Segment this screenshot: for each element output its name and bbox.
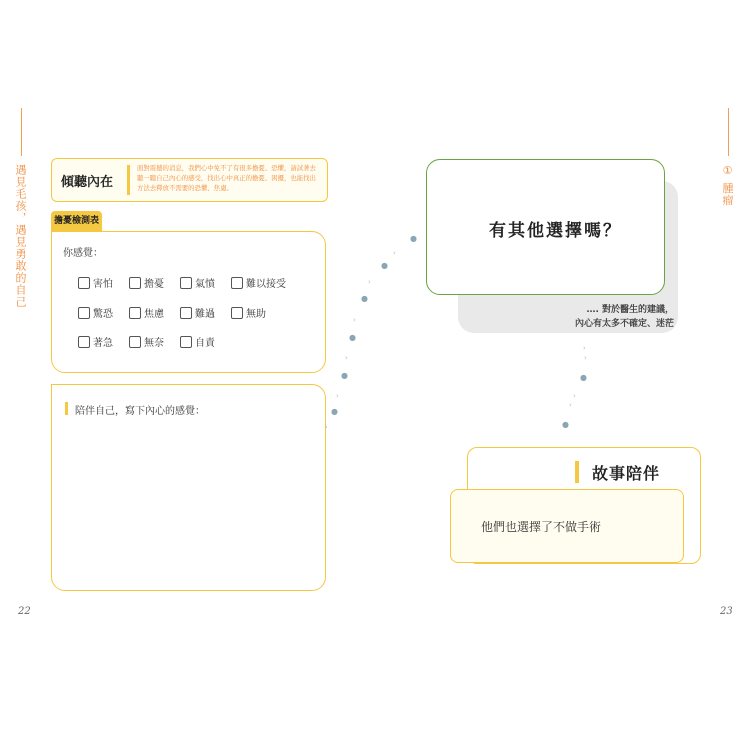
listening-divider xyxy=(127,165,130,195)
story-marker xyxy=(575,461,579,483)
checkbox-label: 焦慮 xyxy=(144,309,164,320)
chevron-icon: › xyxy=(325,423,328,431)
checkbox-option[interactable] xyxy=(231,305,266,320)
checkbox-icon[interactable] xyxy=(129,307,141,319)
question-note xyxy=(458,303,674,331)
writing-card[interactable] xyxy=(51,384,326,591)
chevron-icon: › xyxy=(336,392,339,400)
paw-print-icon: ● xyxy=(410,234,417,243)
chevron-icon: › xyxy=(345,354,348,362)
checkbox-label: 無助 xyxy=(246,309,266,320)
story-content-box xyxy=(450,489,684,563)
listening-title: 傾聽內在 xyxy=(61,175,114,190)
chevron-icon: › xyxy=(368,278,371,286)
chevron-icon: › xyxy=(569,401,572,409)
listening-box xyxy=(51,158,328,202)
checkbox-icon[interactable] xyxy=(129,277,141,289)
chevron-icon: › xyxy=(353,316,356,324)
story-text: 他們也選擇了不做手術 xyxy=(481,520,602,534)
left-margin-line xyxy=(21,108,22,156)
checkbox-label: 難以接受 xyxy=(246,279,286,290)
chevron-icon: › xyxy=(584,354,587,362)
checkbox-option[interactable] xyxy=(129,275,164,290)
left-running-head: 遇見毛孩，遇見勇敢的自己 xyxy=(14,164,27,308)
checkbox-icon[interactable] xyxy=(180,277,192,289)
paw-print-icon: ● xyxy=(562,420,569,429)
listening-text: 面對震撼的消息，我們心中免不了有很多擔憂、恐懼，請試著去聽一聽自己內心的感受，找出心中真正的擔憂、困擾，也能找出方法去釋放不需要的恐懼、焦慮。 xyxy=(137,164,316,192)
checkbox-icon[interactable] xyxy=(78,336,90,348)
paw-print-icon: ● xyxy=(580,373,587,382)
right-page-number: 23 xyxy=(720,606,733,617)
checkbox-icon[interactable] xyxy=(231,307,243,319)
checkbox-option[interactable] xyxy=(180,334,215,349)
checkbox-option[interactable] xyxy=(129,334,164,349)
question-note-line: …. 對於醫生的建議， xyxy=(586,305,674,315)
checkbox-label: 難過 xyxy=(195,309,215,320)
checkbox-icon[interactable] xyxy=(129,336,141,348)
story-title: 故事陪伴 xyxy=(592,464,661,483)
checkbox-option[interactable] xyxy=(129,305,164,320)
chevron-icon: › xyxy=(573,392,576,400)
checkbox-label: 自責 xyxy=(195,338,215,349)
writing-marker xyxy=(65,402,68,415)
chevron-icon: › xyxy=(583,344,586,352)
checkbox-option[interactable] xyxy=(180,305,215,320)
checkbox-option[interactable] xyxy=(231,275,286,290)
checkbox-label: 無奈 xyxy=(144,338,164,349)
writing-prompt: 陪伴自己，寫下內心的感覺： xyxy=(75,406,205,417)
checkbox-label: 氣憤 xyxy=(195,279,215,290)
paw-print-icon: ● xyxy=(361,294,368,303)
checkbox-option[interactable] xyxy=(78,334,113,349)
checkbox-option[interactable] xyxy=(78,305,113,320)
paw-print-icon: ● xyxy=(381,261,388,270)
checkbox-label: 害怕 xyxy=(93,279,113,290)
checkbox-icon[interactable] xyxy=(180,307,192,319)
left-page-number: 22 xyxy=(18,606,31,617)
checklist-tab: 擔憂檢測表 xyxy=(51,211,102,231)
checklist-prompt: 你感覺： xyxy=(63,248,103,259)
paw-print-icon: ● xyxy=(341,371,348,380)
checkbox-icon[interactable] xyxy=(180,336,192,348)
checkbox-label: 擔憂 xyxy=(144,279,164,290)
checkbox-label: 驚恐 xyxy=(93,309,113,320)
checkbox-icon[interactable] xyxy=(231,277,243,289)
question-text: 有其他選擇嗎？ xyxy=(489,221,622,241)
paw-print-icon: ● xyxy=(331,407,338,416)
checkbox-label: 著急 xyxy=(93,338,113,349)
question-box xyxy=(426,159,665,295)
paw-print-icon: ● xyxy=(349,333,356,342)
chevron-icon: › xyxy=(393,249,396,257)
right-running-head: ① 腫瘤 xyxy=(721,164,734,207)
checklist-card xyxy=(51,231,326,373)
question-note-line: 內心有太多不確定、迷茫 xyxy=(574,319,674,329)
checkbox-icon[interactable] xyxy=(78,277,90,289)
checkbox-option[interactable] xyxy=(78,275,113,290)
checkbox-option[interactable] xyxy=(180,275,215,290)
right-margin-line xyxy=(728,108,729,156)
checkbox-icon[interactable] xyxy=(78,307,90,319)
